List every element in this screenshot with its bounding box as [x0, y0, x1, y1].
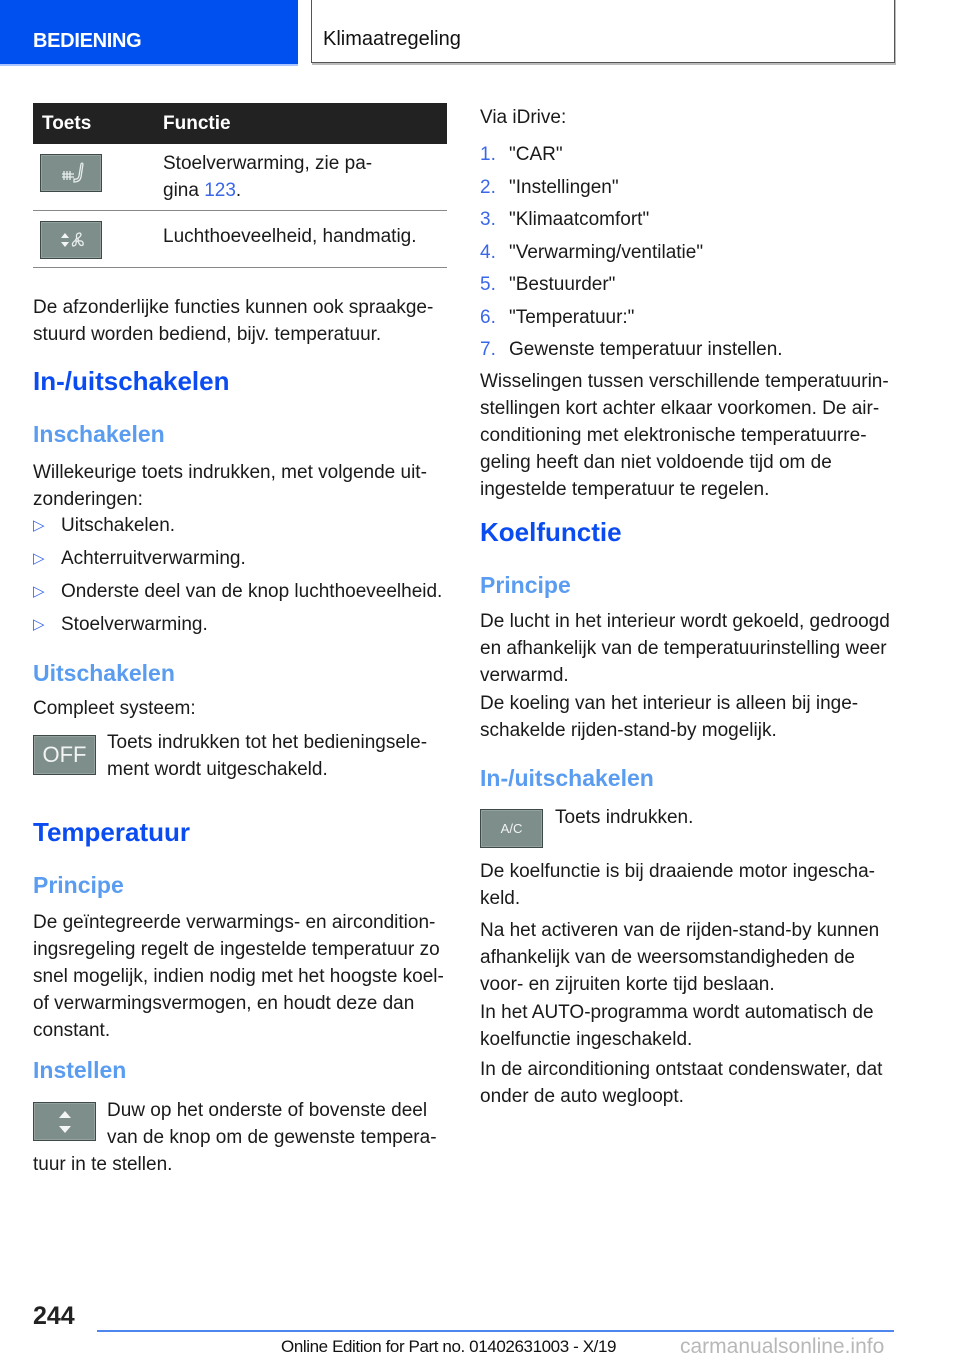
koel-paragraph-1: De koelfunctie is bij draaiende motor ingescha- keld.: [480, 861, 875, 909]
list-item: 3. "Klimaatcomfort": [480, 209, 650, 230]
inschakelen-paragraph: Willekeurige toets indrukken, met volgende uit- zonderingen:: [33, 462, 427, 510]
triangle-bullet-icon: ▷: [33, 550, 45, 567]
col-header-toets: Toets: [42, 113, 92, 134]
table-header: [33, 103, 447, 144]
heading-in-uitschakelen-koel: In-/uitschakelen: [480, 765, 654, 791]
triangle-bullet-icon: ▷: [33, 616, 45, 633]
watermark: carmanualsonline.info: [680, 1335, 885, 1358]
ac-paragraph: Toets indrukken.: [555, 807, 694, 828]
via-idrive-label: Via iDrive:: [480, 107, 567, 128]
heading-inschakelen: Inschakelen: [33, 421, 165, 447]
section-tab: [0, 0, 298, 66]
temperature-up-down-icon: [33, 1102, 96, 1141]
koel-paragraph-3: In het AUTO-programma wordt automatisch de koelfunctie ingeschakeld.: [480, 1002, 874, 1050]
list-item: 7. Gewenste temperatuur instellen.: [480, 339, 783, 360]
list-item: 1. "CAR": [480, 144, 563, 165]
off-paragraph: Toets indrukken tot het bedieningsele- ment wordt uitgeschakeld.: [107, 732, 428, 780]
principe-paragraph: De geïntegreerde verwarmings- en aircondition- ingsregeling regelt de ingestelde temperatuur zo snel mogelijk, indien nodig met het hoogste koel- of verwarmingsvermogen, en houdt deze dan constant.: [33, 912, 444, 1041]
koel-paragraph-2: Na het activeren van de rijden-stand-by kunnen afhankelijk van de weersomstandigheden de voor- en zijruiten korte tijd beslaan.: [480, 920, 880, 995]
list-item: ▷ Onderste deel van de knop luchthoeveelheid.: [33, 578, 453, 611]
triangle-bullet-icon: ▷: [33, 583, 45, 600]
page-title-box: [311, 0, 895, 63]
koel-paragraph-4: In de airconditioning ontstaat condenswater, dat onder de auto wegloopt.: [480, 1059, 883, 1107]
instellen-line: Duw op het onderste of bovenste deel: [107, 1100, 428, 1121]
idrive-steps: [480, 141, 900, 369]
instellen-line: van de knop om de gewenste tempera-: [107, 1127, 437, 1148]
uitschakelen-paragraph: Compleet systeem:: [33, 698, 196, 719]
koel-principe-p1: De lucht in het interieur wordt gekoeld, gedroogd en afhankelijk van de temperatuurinstelling weer verwarmd.: [480, 611, 890, 686]
koel-principe-p2: De koeling van het interieur is alleen bij inge- schakelde rijden-stand-by mogelijk.: [480, 693, 859, 741]
page-number: 244: [33, 1302, 75, 1330]
list-item: ▷ Uitschakelen.: [33, 512, 453, 545]
footer-divider: [97, 1330, 894, 1332]
wisselingen-paragraph: Wisselingen tussen verschillende temperatuurin- stellingen kort achter elkaar voorkomen. De air- conditioning met elektronische temperatuurre- geling heeft dan niet voldoende tijd om de ingestelde temperatuur te regelen.: [480, 371, 889, 500]
row-text: Stoelverwarming, zie pa-: [163, 153, 373, 174]
section-label: BEDIENING: [33, 30, 142, 52]
list-item: 4. "Verwarming/ventilatie": [480, 241, 704, 263]
table-row: Stoelverwarming, zie pa- gina 123.: [33, 144, 447, 211]
list-item: 5. "Bestuurder": [480, 274, 616, 295]
exceptions-list: [33, 512, 453, 644]
table-row: [33, 211, 447, 268]
heading-uitschakelen: Uitschakelen: [33, 660, 175, 686]
heading-principe-koel: Principe: [480, 572, 571, 598]
heading-temperatuur: Temperatuur: [33, 817, 190, 847]
triangle-bullet-icon: ▷: [33, 517, 45, 534]
seat-heating-icon: [40, 154, 102, 192]
heading-instellen: Instellen: [33, 1057, 127, 1083]
page-title: Klimaatregeling: [323, 28, 461, 50]
off-key-icon: OFF: [33, 735, 96, 775]
ac-key-icon: A/C: [480, 809, 543, 848]
list-item: 2. "Instellingen": [480, 176, 619, 198]
edition-text: Online Edition for Part no. 01402631003 - X/19: [281, 1337, 617, 1356]
list-item: ▷ Stoelverwarming.: [33, 611, 453, 644]
list-item: ▷ Achterruitverwarming.: [33, 545, 453, 578]
intro-paragraph: De afzonderlijke functies kunnen ook spraakge- stuurd worden bediend, bijv. temperatuur.: [33, 297, 434, 345]
heading-principe: Principe: [33, 872, 124, 898]
page-link[interactable]: 123: [204, 180, 236, 201]
heading-in-uitschakelen: In-/uitschakelen: [33, 366, 230, 396]
heading-koelfunctie: Koelfunctie: [480, 517, 622, 547]
col-header-functie: Functie: [163, 113, 231, 134]
air-volume-fan-icon: [40, 221, 102, 259]
instellen-line: tuur in te stellen.: [33, 1154, 173, 1175]
list-item: 6. "Temperatuur:": [480, 306, 635, 328]
key-function-table: [33, 103, 447, 268]
row-text: Luchthoeveelheid, handmatig.: [163, 226, 417, 247]
